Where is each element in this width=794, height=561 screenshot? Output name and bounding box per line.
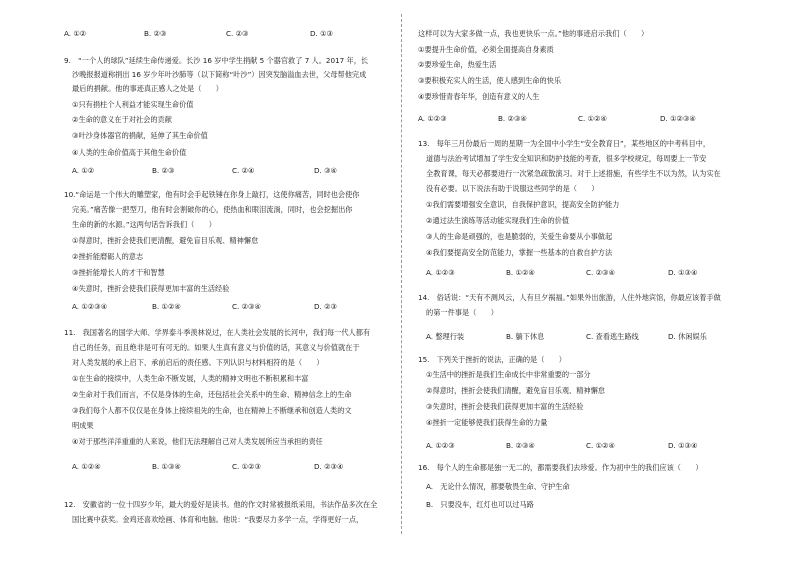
q11-stem-2: 自己的任务，而且绝非是可有可无的。如果人生真有意义与价值的话，其意义与价值就在于 [72, 343, 360, 352]
q11-item-2: ②生命对于我们而言，不仅是身体的生命，还包括社会关系中的生命、精神信念上的生命 [72, 390, 352, 399]
q13-item-3: ③人的生命是顽强的，也是脆弱的，关爱生命要从小事做起 [426, 232, 613, 241]
q11-option-a: A. ①②④ [72, 462, 101, 471]
q16-option-a: A. 无论什么情况，都要敬畏生命、守护生命 [426, 482, 570, 491]
q13-stem-1: 13. 每年三月份最后一周的星期一为全国中小学生“安全教育日”，某些地区的中考科目中， [418, 139, 711, 148]
q12-stem-2: 国比赛中获奖。金鸡还喜欢绘画、体育和电脑。他说：“我要尽力多学一点，学得更好一点， [72, 515, 364, 524]
q9-option-b: B. ②③ [152, 166, 175, 175]
q12-option-c: C. ①②④ [578, 114, 607, 123]
q10-item-4: ④失意时，挫折会使我们获得更加丰富的生活经验 [72, 284, 230, 293]
q11-item-4: ④对于那些洋洋重重的人来说，他们无法理解自己对人类发展所应当承担的责任 [72, 437, 323, 446]
q8-option-d: D. ①③ [310, 29, 333, 38]
q9-item-1: ①只有捐柱个人利益才能实现生命价值 [72, 100, 194, 109]
q9-stem-3: 最后的捐献。他的事迹真正感人之处是（ ） [72, 84, 223, 93]
q14-stem-1: 14. 俗话说：“天有不测风云，人有旦夕祸福。”如果外出旅游，人住外地宾馆，你最应该着手做 [418, 293, 721, 302]
q13-option-c: C. ②③④ [586, 268, 615, 277]
column-divider [401, 14, 402, 534]
q16-stem-1: 16. 每个人的生命都是独一无二的，都需要我们去珍爱。作为初中生的我们应该（ ） [418, 463, 703, 472]
q11-item-3: ③我们每个人都不仅仅是在身体上接续祖先的生命，也在精神上不断继承和创造人类的文 [72, 406, 352, 415]
q9-option-c: C. ②④ [232, 166, 255, 175]
q13-stem-2: 道德与法治考试增加了学生安全知识和防护技能的考查，很多学校规定，每周要上一节安 [426, 154, 707, 163]
q10-stem-1: 10.“命运是一个伟大的雕塑家，他有时会手起铁锤在你身上敲打，这使你痛苦，同时也会使你 [64, 190, 360, 199]
q15-item-2: ②得意时，挫折会使我们清醒，避免盲目乐观、精神懈怠 [426, 386, 605, 395]
q13-item-4: ④我们要提高安全防范能力，掌握一些基本的自救自护方法 [426, 248, 613, 257]
q10-stem-2: 完美。”痛苦像一把型刀，他有时会割破你的心，使热血和眼泪流淌，同时，也会挖掘出你 [72, 205, 353, 214]
q12-stem-1: 12. 安徽省的一位十四岁少年，最大的爱好是读书。他的作文时常被报纸采用，书法作品多次在全 [64, 500, 378, 509]
q10-option-d: D. ②③ [314, 302, 337, 311]
q11-option-b: B. ①③④ [152, 462, 181, 471]
q9-option-a: A. ①② [72, 166, 95, 175]
q14-option-c: C. 查看逃生路线 [586, 332, 639, 341]
q10-stem-3: 生命的新的水源。”这两句话告诉我们（ ） [72, 220, 216, 229]
q12-option-a: A. ①②③ [418, 114, 447, 123]
right-column [418, 0, 748, 561]
q15-item-4: ④挫折一定能够使我们获得生命的力量 [426, 418, 548, 427]
q16-option-b: B. 只要没车，红灯也可以过马路 [426, 500, 534, 509]
q11-stem-1: 11. 我国著名的国学大师、学界泰斗季羡林说过，在人类社会发展的长河中，我们每一代人都有 [64, 328, 371, 337]
q12-item-4: ④要珍惜青春年华，创造有意义的人生 [418, 92, 540, 101]
q12-item-1: ①要提升生命价值，必须全面提高自身素质 [418, 45, 554, 54]
q15-item-1: ①生活中的挫折是我们生命成长中非常重要的一部分 [426, 370, 591, 379]
q14-option-b: B. 躺下休息 [506, 332, 545, 341]
q10-item-3: ③挫折能增长人的才干和智慧 [72, 268, 165, 277]
q11-item-3-cont: 明成果 [72, 421, 94, 430]
q11-option-d: D. ②③④ [314, 462, 344, 471]
q15-item-3: ③失意时，挫折会使我们获得更加丰富的生活经验 [426, 402, 584, 411]
q10-option-a: A. ①②③④ [72, 302, 108, 311]
q12-item-3: ③要积极充实人的生活，使人感到生命的快乐 [418, 76, 562, 85]
q12-option-b: B. ②③④ [498, 114, 527, 123]
q9-item-4: ④人类的生命价值高于其他生命价值 [72, 148, 187, 157]
q14-option-d: D. 休闲娱乐 [668, 332, 707, 341]
q9-item-2: ②生命的意义在于对社会的贡献 [72, 115, 172, 124]
q13-option-a: A. ①②③ [426, 268, 455, 277]
q13-stem-3: 全教育课，每天必都要进行一次紧急疏散演习。对于上述措施，有些学生不以为然，认为实在 [426, 169, 721, 178]
q14-option-a: A. 整理行装 [426, 332, 465, 341]
q13-option-d: D. ①③④ [668, 268, 698, 277]
q15-option-b: B. ②③④ [506, 441, 535, 450]
q11-item-1: ①在生命的接续中，人类生命不断发展，人类的精神文明也不断积累和丰富 [72, 374, 309, 383]
q8-option-c: C. ②③ [226, 29, 249, 38]
q15-stem-1: 15. 下列关于挫折的说法，正确的是（ ） [418, 355, 566, 364]
q8-option-b: B. ②③ [144, 29, 167, 38]
q12-stem-3: 这样可以为大家多做一点，我也更快乐一点。”他的事迹启示我们（ ） [418, 29, 649, 38]
q9-stem-1: 9. “一个人的球队”延续生命传递爱。长沙 16 岁中学生捐献 5 个器官救了 7 人。2017 年，长 [64, 56, 369, 65]
q15-option-a: A. ①②③ [426, 441, 455, 450]
q10-option-b: B. ①②④ [152, 302, 181, 311]
q13-item-2: ②通过法生演练等活动能实现我们生命的价值 [426, 216, 570, 225]
q8-option-a: A. ①② [64, 29, 87, 38]
q14-stem-2: 的第一件事是（ ） [426, 308, 498, 317]
q9-option-d: D. ③④ [314, 166, 337, 175]
q15-option-d: D. ①③④ [668, 441, 698, 450]
q10-item-1: ①得意时，挫折会使我们更清醒，避免盲目乐观、精神懈怠 [72, 236, 259, 245]
q10-item-2: ②挫折能磨砺人的意志 [72, 252, 144, 261]
q11-option-c: C. ①②③ [232, 462, 261, 471]
left-column [64, 0, 394, 561]
q10-option-c: C. ②③④ [232, 302, 261, 311]
q13-option-b: B. ①②④ [506, 268, 535, 277]
q11-stem-3: 对人类发展的承上启下、承前启后的责任感。下列认识与材料相符的是（ ） [72, 358, 324, 367]
q13-stem-4: 没有必要。以下说法有助于说服这些同学的是（ ） [426, 184, 599, 193]
q9-item-3: ③叶沙身体器官的捐献，延伸了其生命价值 [72, 131, 208, 140]
q12-option-d: D. ①②③④ [660, 114, 696, 123]
q12-item-2: ②要珍爱生命，热爱生活 [418, 60, 497, 69]
q15-option-c: C. ①②④ [586, 441, 615, 450]
q9-stem-2: 沙晚报报道称捐出 16 岁少年叶沙肺等（以下简称“叶沙”）因突发脑溢血去世，父母帮他完成 [72, 70, 367, 79]
q13-item-1: ①我们需要增强安全意识，自我保护意识，提高安全防护能力 [426, 200, 620, 209]
